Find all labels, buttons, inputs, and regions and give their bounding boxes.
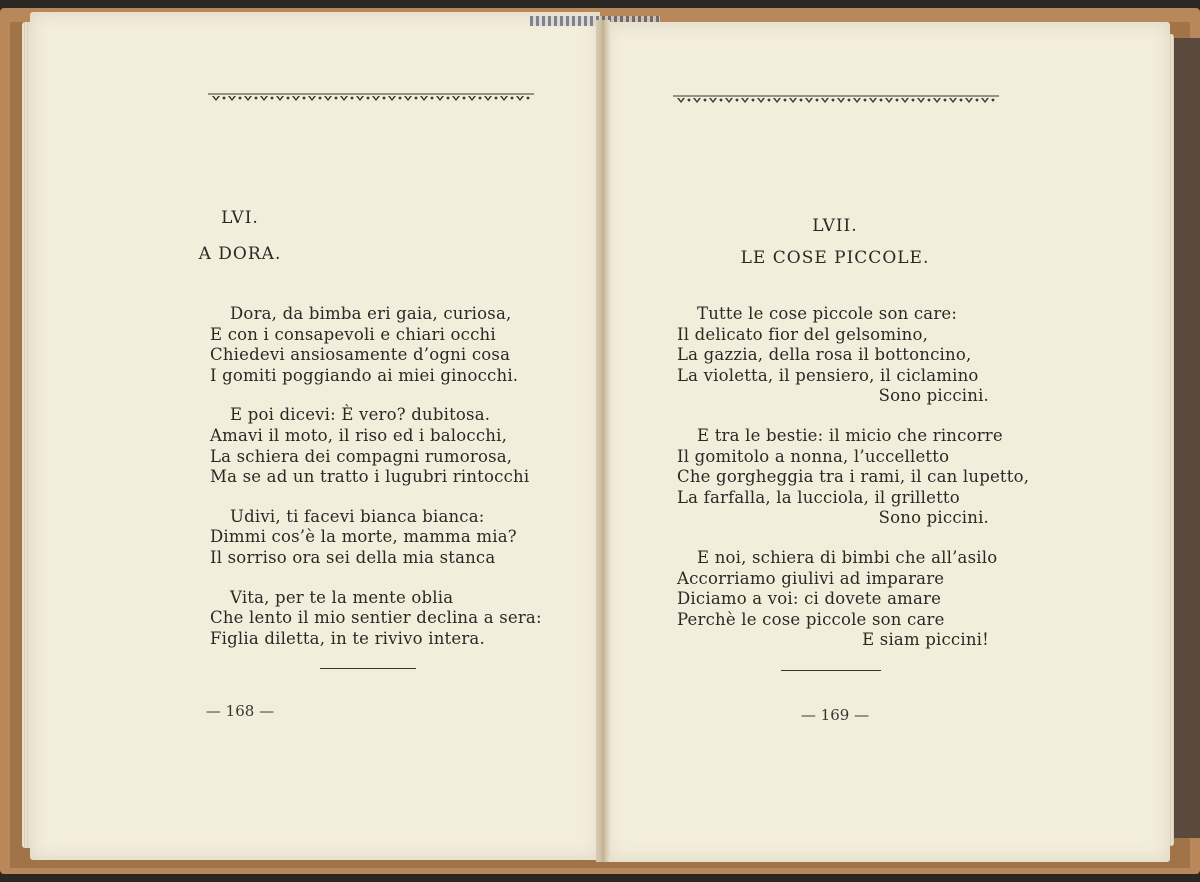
verse-line: Che gorgheggia tra i rami, il can lupetto, (677, 467, 1030, 487)
verse-line: Ma se ad un tratto i lugubri rintocchi (210, 467, 530, 487)
poem-title: A DORA. (198, 244, 282, 264)
stanza (210, 405, 590, 487)
header-ornament (673, 94, 999, 108)
verse-line: Il gomitolo a nonna, l’uccelletto (677, 446, 950, 466)
verse-line: Il sorriso ora sei della mia stanca (210, 547, 496, 567)
refrain-line: Sono piccini. (878, 386, 989, 406)
verse-line: Tutte le cose piccole son care: (697, 304, 958, 323)
book-gutter (596, 20, 610, 862)
verse-line: Udivi, ti facevi bianca bianca: (230, 506, 485, 526)
verse-line: E noi, schiera di bimbi che all’asilo (697, 547, 998, 567)
poem-number: LVI. (221, 208, 259, 228)
stanza (677, 425, 1030, 529)
verse-line: E poi dicevi: È vero? dubitosa. (230, 405, 491, 425)
refrain-line: Sono piccini. (878, 508, 989, 528)
stanza (210, 304, 590, 386)
right-page (605, 22, 1170, 862)
verse-line: Che lento il mio sentier declina a sera: (210, 608, 542, 628)
verse-line: Accorriamo giulivi ad imparare (677, 568, 945, 588)
verse-line: Dimmi cos’è la morte, mamma mia? (210, 527, 517, 547)
section-divider (781, 670, 881, 671)
verse-line: La farfalla, la lucciola, il grilletto (677, 487, 960, 507)
verse-line: Figlia diletta, in te rivivo intera. (210, 628, 485, 648)
verse-line: Il delicato fior del gelsomino, (677, 324, 929, 344)
verse-line: I gomiti poggiando ai miei ginocchi. (210, 365, 519, 385)
verse-line: Dora, da bimba eri gaia, curiosa, (230, 304, 512, 323)
poem-number: LVII. (812, 216, 858, 236)
left-page (30, 12, 600, 860)
verse-line: Diciamo a voi: ci dovete amare (677, 589, 942, 609)
verse-line: La gazzia, della rosa il bottoncino, (677, 345, 972, 365)
verse-line: E tra le bestie: il micio che rincorre (697, 425, 1003, 445)
section-divider (320, 668, 416, 669)
verse-line: Amavi il moto, il riso ed i balocchi, (210, 425, 508, 445)
page-number: — 168 — (205, 702, 275, 720)
verse-line: E con i consapevoli e chiari occhi (210, 324, 496, 344)
verse-line: La schiera dei compagni rumorosa, (210, 446, 513, 466)
verse-line: Perchè le cose piccole son care (677, 609, 945, 629)
page-number: — 169 — (800, 706, 870, 724)
stanza (677, 304, 989, 407)
verse-line: Vita, per te la mente oblia (230, 587, 454, 607)
refrain-line: E siam piccini! (862, 630, 989, 650)
verse-line: La violetta, il pensiero, il ciclamino (677, 365, 979, 385)
verse-line: Chiedevi ansiosamente d’ogni cosa (210, 345, 511, 365)
stanza (677, 547, 998, 651)
poem-body (677, 304, 1030, 670)
poem-title: LE COSE PICCOLE. (740, 248, 930, 268)
stanza (210, 507, 590, 569)
stanza (210, 588, 590, 650)
poem-body (210, 304, 590, 668)
header-ornament (208, 92, 534, 106)
